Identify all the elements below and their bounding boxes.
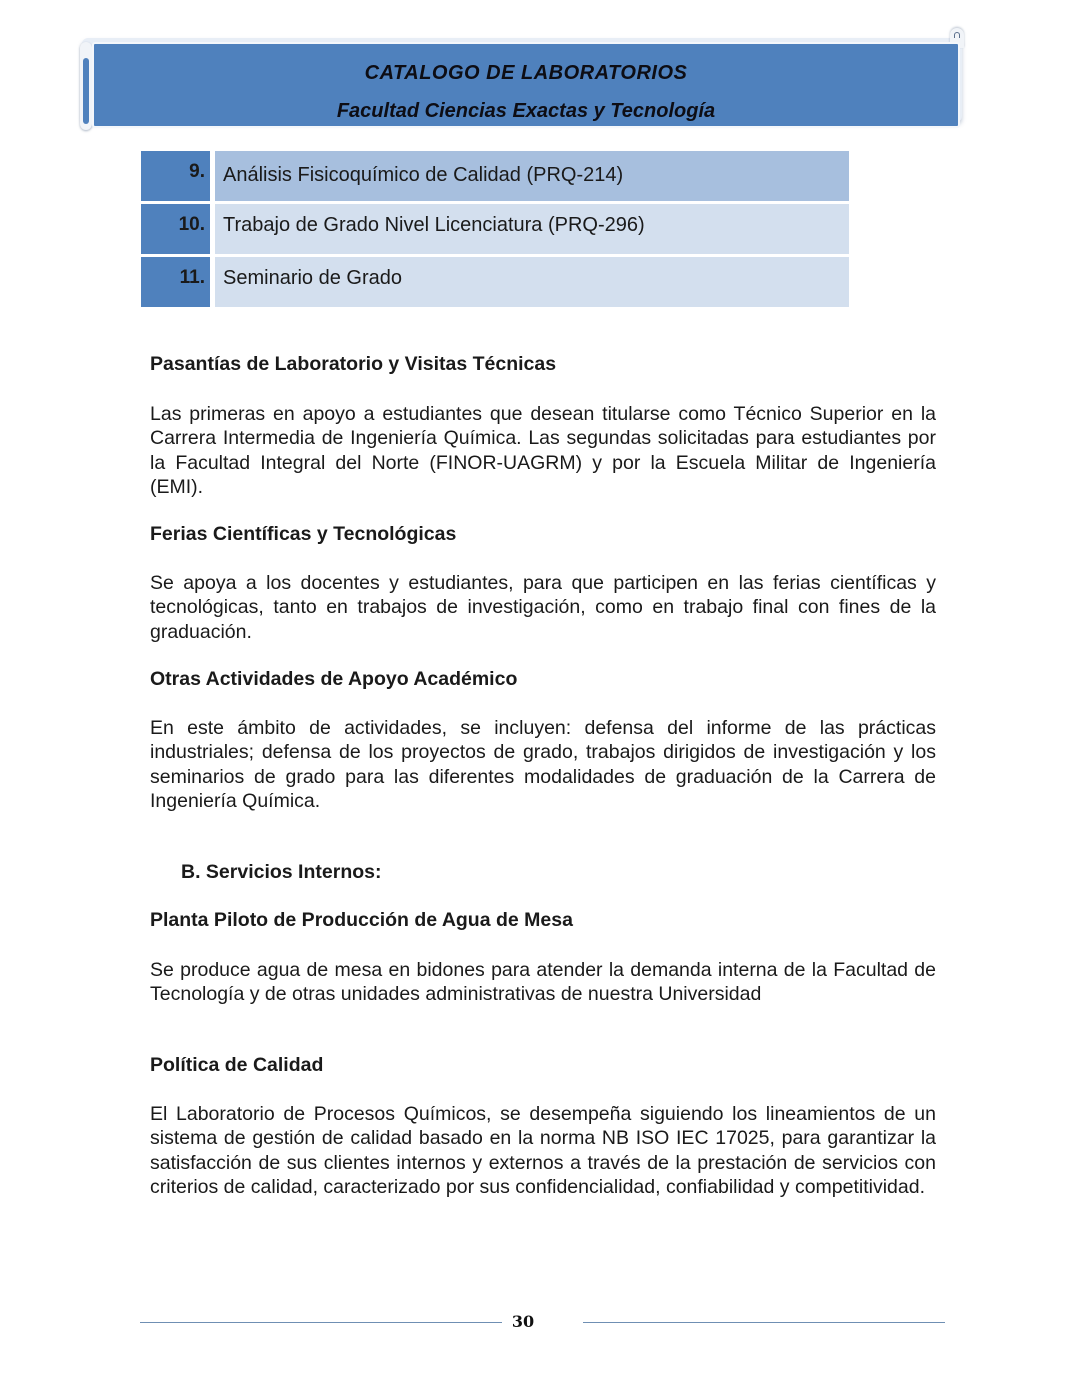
paragraph: Se produce agua de mesa en bidones para atender la demanda interna de la Facultad de Tecnología y de otras unidades administrativas de nuestra Universidad xyxy=(150,959,936,1006)
course-name: Seminario de Grado xyxy=(215,257,849,307)
section-heading: Ferias Científicas y Tecnológicas xyxy=(150,523,457,545)
section-heading: Otras Actividades de Apoyo Académico xyxy=(150,668,518,690)
section-politica xyxy=(150,1054,936,1077)
section-otras xyxy=(150,668,936,691)
subsection-label: B. Servicios Internos: xyxy=(181,861,382,883)
section-heading: Pasantías de Laboratorio y Visitas Técnicas xyxy=(150,353,557,375)
course-number: 10. xyxy=(141,204,215,254)
course-name: Trabajo de Grado Nivel Licenciatura (PRQ-296) xyxy=(215,204,849,254)
header-banner xyxy=(78,28,966,132)
paragraph: En este ámbito de actividades, se incluyen: defensa del informe de las prácticas industriales; defensa de los proyectos de grado, trabajos dirigidos de investigación y los seminarios de grado para las diferentes modalidades de graduación de la Carrera de Ingeniería Química. xyxy=(150,717,936,812)
section-ferias xyxy=(150,523,936,546)
document-title: CATALOGO DE LABORATORIOS xyxy=(364,62,688,84)
section-politica-body xyxy=(150,1102,936,1199)
section-otras-body xyxy=(150,716,936,813)
footer-divider-left xyxy=(140,1322,502,1323)
scroll-curl-left-icon xyxy=(80,42,92,130)
section-heading: Política de Calidad xyxy=(150,1054,324,1076)
section-heading: Planta Piloto de Producción de Agua de Mesa xyxy=(150,909,573,931)
table-row xyxy=(141,255,849,307)
course-name: Análisis Fisicoquímico de Calidad (PRQ-214) xyxy=(215,151,849,201)
section-pasantias xyxy=(150,353,936,376)
paragraph: El Laboratorio de Procesos Químicos, se desempeña siguiendo los lineamientos de un sistema de gestión de calidad basado en la norma NB ISO IEC 17025, para garantizar la satisfacción de sus clientes internos y externos a través de la prestación de servicios con criterios de calidad, caracterizado por sus confidencialidad, confiabilidad y competitividad. xyxy=(150,1103,936,1198)
page-number: 30 xyxy=(511,1312,535,1331)
banner-body xyxy=(92,42,960,128)
section-servicios-internos xyxy=(181,861,967,884)
section-planta-body xyxy=(150,958,936,1007)
section-pasantias-body xyxy=(150,402,936,499)
course-number: 9. xyxy=(141,151,215,201)
course-table xyxy=(141,151,849,308)
paragraph: Las primeras en apoyo a estudiantes que desean titularse como Técnico Superior en la Carrera Intermedia de Ingeniería Química. Las segundas solicitadas para estudiantes por la Facultad Integral del Norte (FINOR-UAGRM) y por la Escuela Militar de Ingeniería (EMI). xyxy=(150,403,936,498)
table-row xyxy=(141,151,849,201)
section-ferias-body xyxy=(150,571,936,644)
document-subtitle: Facultad Ciencias Exactas y Tecnología xyxy=(336,100,716,122)
footer-divider-right xyxy=(583,1322,945,1323)
table-row xyxy=(141,202,849,254)
paragraph: Se apoya a los docentes y estudiantes, para que participen en las ferias científicas y tecnológicas, tanto en trabajos de investigación, como en trabajo final con fines de la graduación. xyxy=(150,572,936,643)
section-planta xyxy=(150,909,936,932)
course-number: 11. xyxy=(141,257,215,307)
